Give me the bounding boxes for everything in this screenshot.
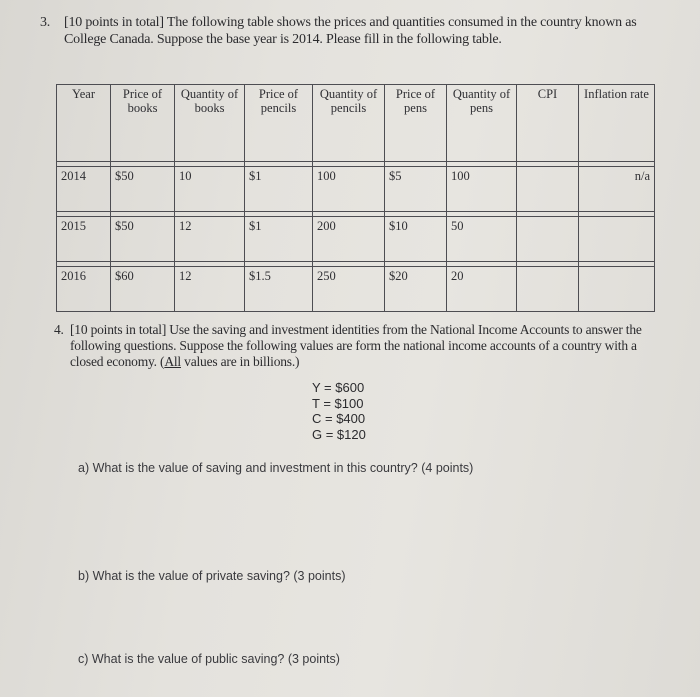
cell-price-pencils: $1.5	[245, 267, 313, 312]
cell-cpi[interactable]	[517, 267, 579, 312]
cell-year: 2014	[57, 167, 111, 212]
cell-quantity-pencils: 200	[313, 217, 385, 262]
cell-inflation-rate[interactable]	[579, 217, 655, 262]
table-row	[57, 167, 655, 212]
cell-quantity-books: 10	[175, 167, 245, 212]
question-4-text-main: [10 points in total] Use the saving and investment identities from the National Income Accounts to answer the following questions. Suppose the following values are form the national income accounts of a country with a closed economy. (	[70, 322, 642, 369]
subquestion-b: b) What is the value of private saving? (3 points)	[78, 569, 346, 583]
cell-year: 2016	[57, 267, 111, 312]
header-cpi: CPI	[517, 85, 579, 162]
subquestion-a: a) What is the value of saving and investment in this country? (4 points)	[78, 461, 474, 475]
identity-values	[312, 380, 366, 442]
cell-price-books: $60	[111, 267, 175, 312]
subquestion-c: c) What is the value of public saving? (3 points)	[78, 652, 340, 666]
cell-quantity-books: 12	[175, 217, 245, 262]
cell-quantity-books: 12	[175, 267, 245, 312]
cell-price-books: $50	[111, 217, 175, 262]
question-3-text: [10 points in total] The following table shows the prices and quantities consumed in the country known as College Canada. Suppose the base year is 2014. Please fill in the following table.	[64, 15, 637, 47]
cell-quantity-pens: 20	[447, 267, 517, 312]
identity-y: Y = $600	[312, 380, 365, 395]
header-quantity-pencils: Quantity of pencils	[313, 85, 385, 162]
cell-quantity-pens: 50	[447, 217, 517, 262]
question-4-number: 4.	[54, 322, 64, 337]
header-year: Year	[57, 85, 111, 162]
cell-price-pencils: $1	[245, 217, 313, 262]
header-quantity-pens: Quantity of pens	[447, 85, 517, 162]
header-quantity-books: Quantity of books	[175, 85, 245, 162]
cell-year: 2015	[57, 217, 111, 262]
table-row	[57, 217, 655, 262]
cell-price-books: $50	[111, 167, 175, 212]
question-4-text	[70, 322, 654, 370]
cell-price-pens: $10	[385, 217, 447, 262]
cell-price-pens: $20	[385, 267, 447, 312]
cell-price-pencils: $1	[245, 167, 313, 212]
identity-t: T = $100	[312, 395, 364, 411]
question-4-text-underlined: All	[164, 354, 181, 369]
header-price-books: Price of books	[111, 85, 175, 162]
header-price-pens: Price of pens	[385, 85, 447, 162]
cell-quantity-pencils: 100	[313, 167, 385, 212]
cell-cpi[interactable]	[517, 217, 579, 262]
header-inflation-rate: Inflation rate	[579, 85, 655, 162]
cell-inflation-rate[interactable]	[579, 267, 655, 312]
table-header-row	[57, 85, 655, 162]
identity-g: G = $120	[312, 426, 366, 442]
cell-cpi[interactable]	[517, 167, 579, 212]
table-row	[57, 267, 655, 312]
cell-quantity-pens: 100	[447, 167, 517, 212]
question-4	[54, 322, 654, 370]
cell-quantity-pencils: 250	[313, 267, 385, 312]
price-quantity-table	[56, 84, 655, 312]
question-4-text-end: values are in billions.)	[180, 354, 300, 369]
cell-inflation-rate: n/a	[579, 167, 655, 212]
identity-c: C = $400	[312, 411, 366, 426]
question-3	[40, 14, 655, 48]
cell-price-pens: $5	[385, 167, 447, 212]
header-price-pencils: Price of pencils	[245, 85, 313, 162]
question-3-number: 3.	[40, 15, 51, 30]
